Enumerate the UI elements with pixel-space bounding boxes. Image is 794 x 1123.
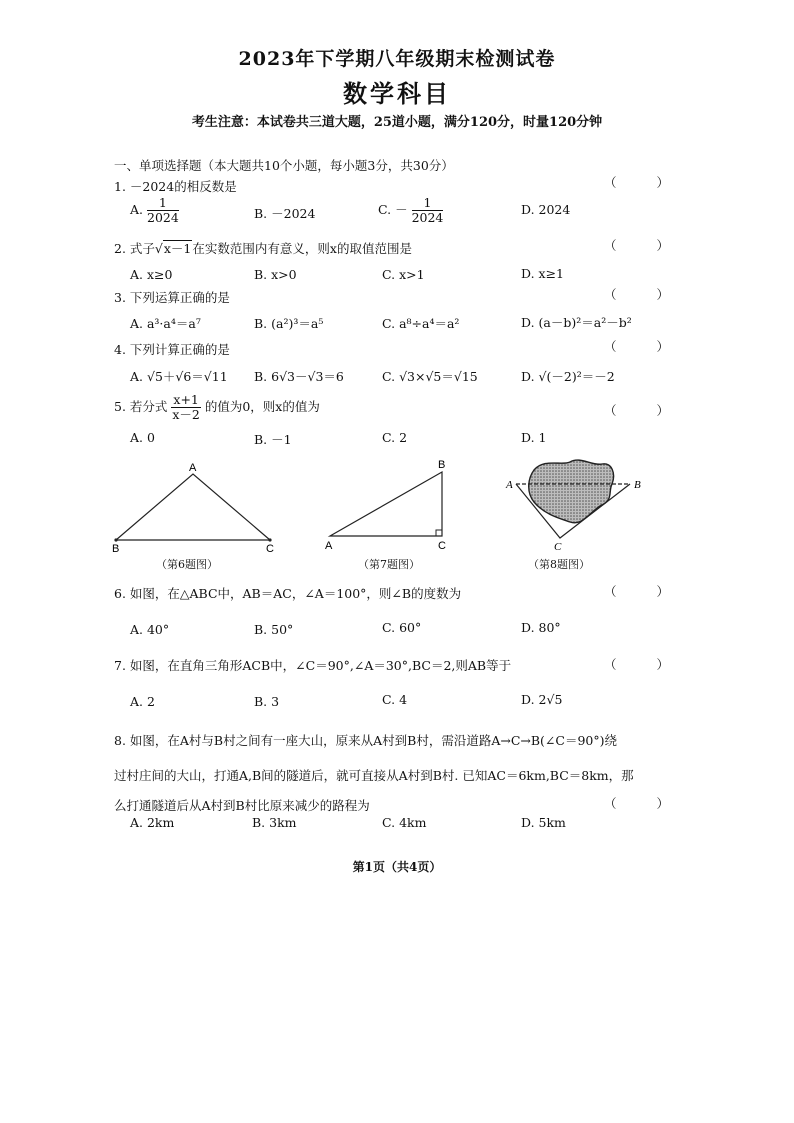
- q8-option-c: C. 4km: [382, 815, 427, 830]
- question-8-line-3: 么打通隧道后从A村到B村比原来减少的路程为: [114, 798, 370, 813]
- fig7-sides: [330, 472, 442, 536]
- q7-option-d: D. 2√5: [521, 692, 563, 707]
- answer-paren-1: （ ）: [604, 175, 687, 190]
- exam-notice: 考生注意：本试卷共三道大题，25道小题，满分120分，时量120分钟: [191, 115, 603, 130]
- answer-paren-3: （ ）: [604, 287, 687, 302]
- q2-option-b: B. x>0: [254, 267, 297, 282]
- answer-paren-5: （ ）: [604, 403, 687, 418]
- q5-option-c: C. 2: [382, 430, 408, 445]
- subject-title: 数学科目: [343, 79, 451, 108]
- question-3: 3. 下列运算正确的是: [114, 290, 230, 305]
- q5-option-b: B. －1: [254, 432, 292, 447]
- answer-paren-2: （ ）: [604, 238, 687, 253]
- q8-option-a: A. 2km: [130, 815, 175, 830]
- q8-option-d: D. 5km: [521, 815, 566, 830]
- q6-option-c: C. 60°: [382, 620, 422, 635]
- fig8-label-b: B: [634, 479, 641, 491]
- q3-option-a: A. a³·a⁴＝a⁷: [130, 316, 201, 331]
- fig6-label-b: B: [112, 543, 120, 554]
- fig7-label-c: C: [438, 540, 446, 552]
- q2-option-c: C. x>1: [382, 267, 425, 282]
- q8-option-b: B. 3km: [252, 815, 297, 830]
- answer-paren-6: （ ）: [604, 584, 687, 599]
- page-footer: 第1页（共4页）: [352, 860, 442, 874]
- q3-option-b: B. (a²)³＝a⁵: [254, 316, 324, 331]
- question-5: 5. 若分式 $\frac{x+1}{x-2}$ 的值为0，则x的值为: [114, 392, 320, 422]
- answer-paren-8: （ ）: [604, 796, 687, 811]
- fig6-label-c: C: [266, 543, 274, 554]
- fig6-sides: [116, 474, 270, 540]
- question-8-line-1: 8. 如图，在A村与B村之间有一座大山，原来从A村到B村，需沿道路A→C→B(∠C＝90°)绕: [114, 733, 617, 748]
- fig7-label-b: B: [438, 459, 446, 471]
- fig6-point-c: [268, 538, 271, 541]
- fig6-label-a: A: [189, 462, 197, 474]
- exam-title: 2023年下学期八年级期末检测试卷: [238, 48, 556, 70]
- q3-option-c: C. a⁸÷a⁴＝a²: [382, 316, 460, 331]
- fig7-label-a: A: [325, 540, 333, 552]
- fig6-point-b: [114, 538, 117, 541]
- fig8-label-a: A: [506, 479, 513, 491]
- q1-option-a: A. $\frac{1}{2024}$: [130, 195, 179, 225]
- question-6: 6. 如图，在△ABC中，AB＝AC，∠A＝100°，则∠B的度数为: [114, 586, 462, 601]
- q4-option-c: C. √3×√5＝√15: [382, 369, 478, 384]
- question-7: 7. 如图，在直角三角形ACB中，∠C＝90°,∠A＝30°,BC＝2,则AB等于: [114, 658, 512, 673]
- answer-paren-4: （ ）: [604, 339, 687, 354]
- q2-option-d: D. x≥1: [521, 266, 564, 281]
- q1-option-d: D. 2024: [521, 202, 571, 217]
- figure-8-mountain: [504, 452, 654, 554]
- q6-option-d: D. 80°: [521, 620, 561, 635]
- figure-6-caption: （第6题图）: [156, 558, 218, 571]
- q4-option-a: A. √5＋√6＝√11: [130, 369, 228, 384]
- mountain-shape: [529, 460, 614, 523]
- fig7-right-angle-mark: [436, 530, 442, 536]
- q6-option-b: B. 50°: [254, 622, 294, 637]
- q4-option-d: D. √(－2)²＝－2: [521, 369, 615, 384]
- question-2: 2. 式子√x－1在实数范围内有意义，则x的取值范围是: [114, 241, 412, 256]
- question-4: 4. 下列计算正确的是: [114, 342, 230, 357]
- q5-option-d: D. 1: [521, 430, 547, 445]
- q5-option-a: A. 0: [130, 430, 155, 445]
- figure-8-caption: （第8题图）: [528, 558, 590, 571]
- q7-option-a: A. 2: [130, 694, 155, 709]
- q6-option-a: A. 40°: [130, 622, 170, 637]
- q3-option-d: D. (a－b)²＝a²－b²: [521, 315, 632, 330]
- section-1-heading: 一、单项选择题（本大题共10个小题，每小题3分，共30分）: [114, 158, 454, 173]
- fig8-label-c: C: [554, 541, 562, 553]
- q7-option-c: C. 4: [382, 692, 408, 707]
- q1-option-b: B. －2024: [254, 206, 316, 221]
- figure-6-triangle: [108, 458, 288, 554]
- q4-option-b: B. 6√3－√3＝6: [254, 369, 344, 384]
- q2-option-a: A. x≥0: [130, 267, 173, 282]
- q1-option-c: C. － $\frac{1}{2024}$: [378, 195, 444, 225]
- figure-7-right-triangle: [320, 456, 460, 554]
- answer-paren-7: （ ）: [604, 657, 687, 672]
- figure-7-caption: （第7题图）: [358, 558, 420, 571]
- question-8-line-2: 过村庄间的大山，打通A,B间的隧道后，就可直接从A村到B村. 已知AC＝6km,BC＝8km，那: [114, 768, 634, 783]
- q7-option-b: B. 3: [254, 694, 280, 709]
- question-1: 1. －2024的相反数是: [114, 179, 237, 194]
